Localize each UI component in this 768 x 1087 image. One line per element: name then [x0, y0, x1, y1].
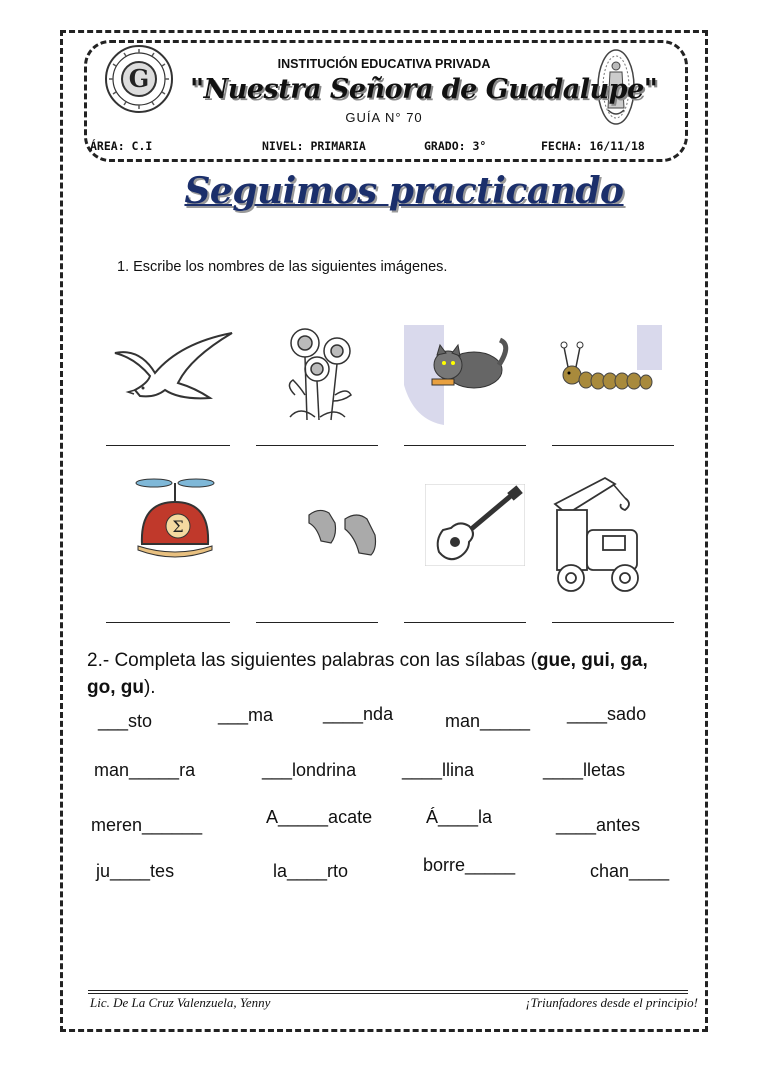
guide-number: GUÍA N° 70 [345, 110, 423, 125]
word-blank[interactable]: ___londrina [262, 760, 357, 780]
word-blank[interactable]: ju____tes [96, 861, 175, 881]
footer-divider [88, 993, 688, 994]
area-label: ÁREA: C.I [90, 139, 153, 153]
footer-divider [88, 990, 688, 991]
word-blank[interactable]: meren______ [91, 815, 203, 835]
svg-text:Σ: Σ [172, 517, 184, 536]
institution-name: "Nuestra Señora de Guadalupe" [190, 74, 658, 105]
word-blank[interactable]: ____lletas [543, 760, 626, 780]
instruction-suffix: ). [143, 677, 156, 698]
page-title: Seguimos practicando [184, 170, 624, 212]
answer-line-2[interactable] [256, 445, 378, 446]
answer-line-5[interactable] [106, 622, 230, 623]
word-blank[interactable]: ____llina [402, 760, 475, 780]
grade-label: GRADO: 3° [424, 139, 487, 153]
word-blank[interactable]: ____antes [556, 815, 641, 835]
word-blank[interactable]: A_____acate [266, 807, 373, 827]
word-blank[interactable]: Á____la [426, 807, 493, 827]
answer-line-8[interactable] [552, 622, 674, 623]
date-label: FECHA: 16/11/18 [541, 139, 645, 153]
footer-motto: ¡Triunfadores desde el principio! [525, 995, 698, 1010]
crane-truck-icon [545, 474, 655, 596]
footer-author: Lic. De La Cruz Valenzuela, Yenny [90, 995, 271, 1010]
answer-line-7[interactable] [404, 622, 526, 623]
exercise1-instruction: 1. Escribe los nombres de las siguientes imágenes. [117, 259, 448, 275]
word-blank[interactable]: man_____ra [94, 760, 196, 780]
word-blank[interactable]: ____nda [323, 704, 394, 724]
guitar-icon [425, 484, 525, 566]
word-blank[interactable]: ___ma [218, 705, 274, 725]
propeller-cap-icon [130, 474, 220, 564]
word-blank[interactable]: ____sado [567, 704, 647, 724]
exercise2-instruction [87, 647, 667, 701]
word-blank[interactable]: ___sto [98, 711, 153, 731]
answer-line-4[interactable] [552, 445, 674, 446]
cat-icon [404, 325, 514, 425]
level-label: NIVEL: PRIMARIA [262, 139, 366, 153]
seagull-icon [110, 328, 235, 423]
institution-type: INSTITUCIÓN EDUCATIVA PRIVADA [277, 57, 491, 71]
word-blank[interactable]: borre_____ [423, 855, 516, 875]
sunflowers-icon [265, 325, 375, 425]
hands-icon [305, 505, 385, 560]
word-blank[interactable]: chan____ [590, 861, 670, 881]
word-blank[interactable]: la____rto [273, 861, 349, 881]
school-logo [104, 44, 174, 114]
answer-line-6[interactable] [256, 622, 378, 623]
answer-line-3[interactable] [404, 445, 526, 446]
answer-line-1[interactable] [106, 445, 230, 446]
instruction-prefix: 2.- Completa las siguientes palabras con las sílabas ( [87, 650, 537, 671]
word-blank[interactable]: man_____ [445, 711, 531, 731]
logo-letter: G [128, 64, 150, 93]
caterpillar-icon [552, 325, 662, 425]
instruction-syllables: gue, gui, ga, go, gu [87, 650, 648, 698]
